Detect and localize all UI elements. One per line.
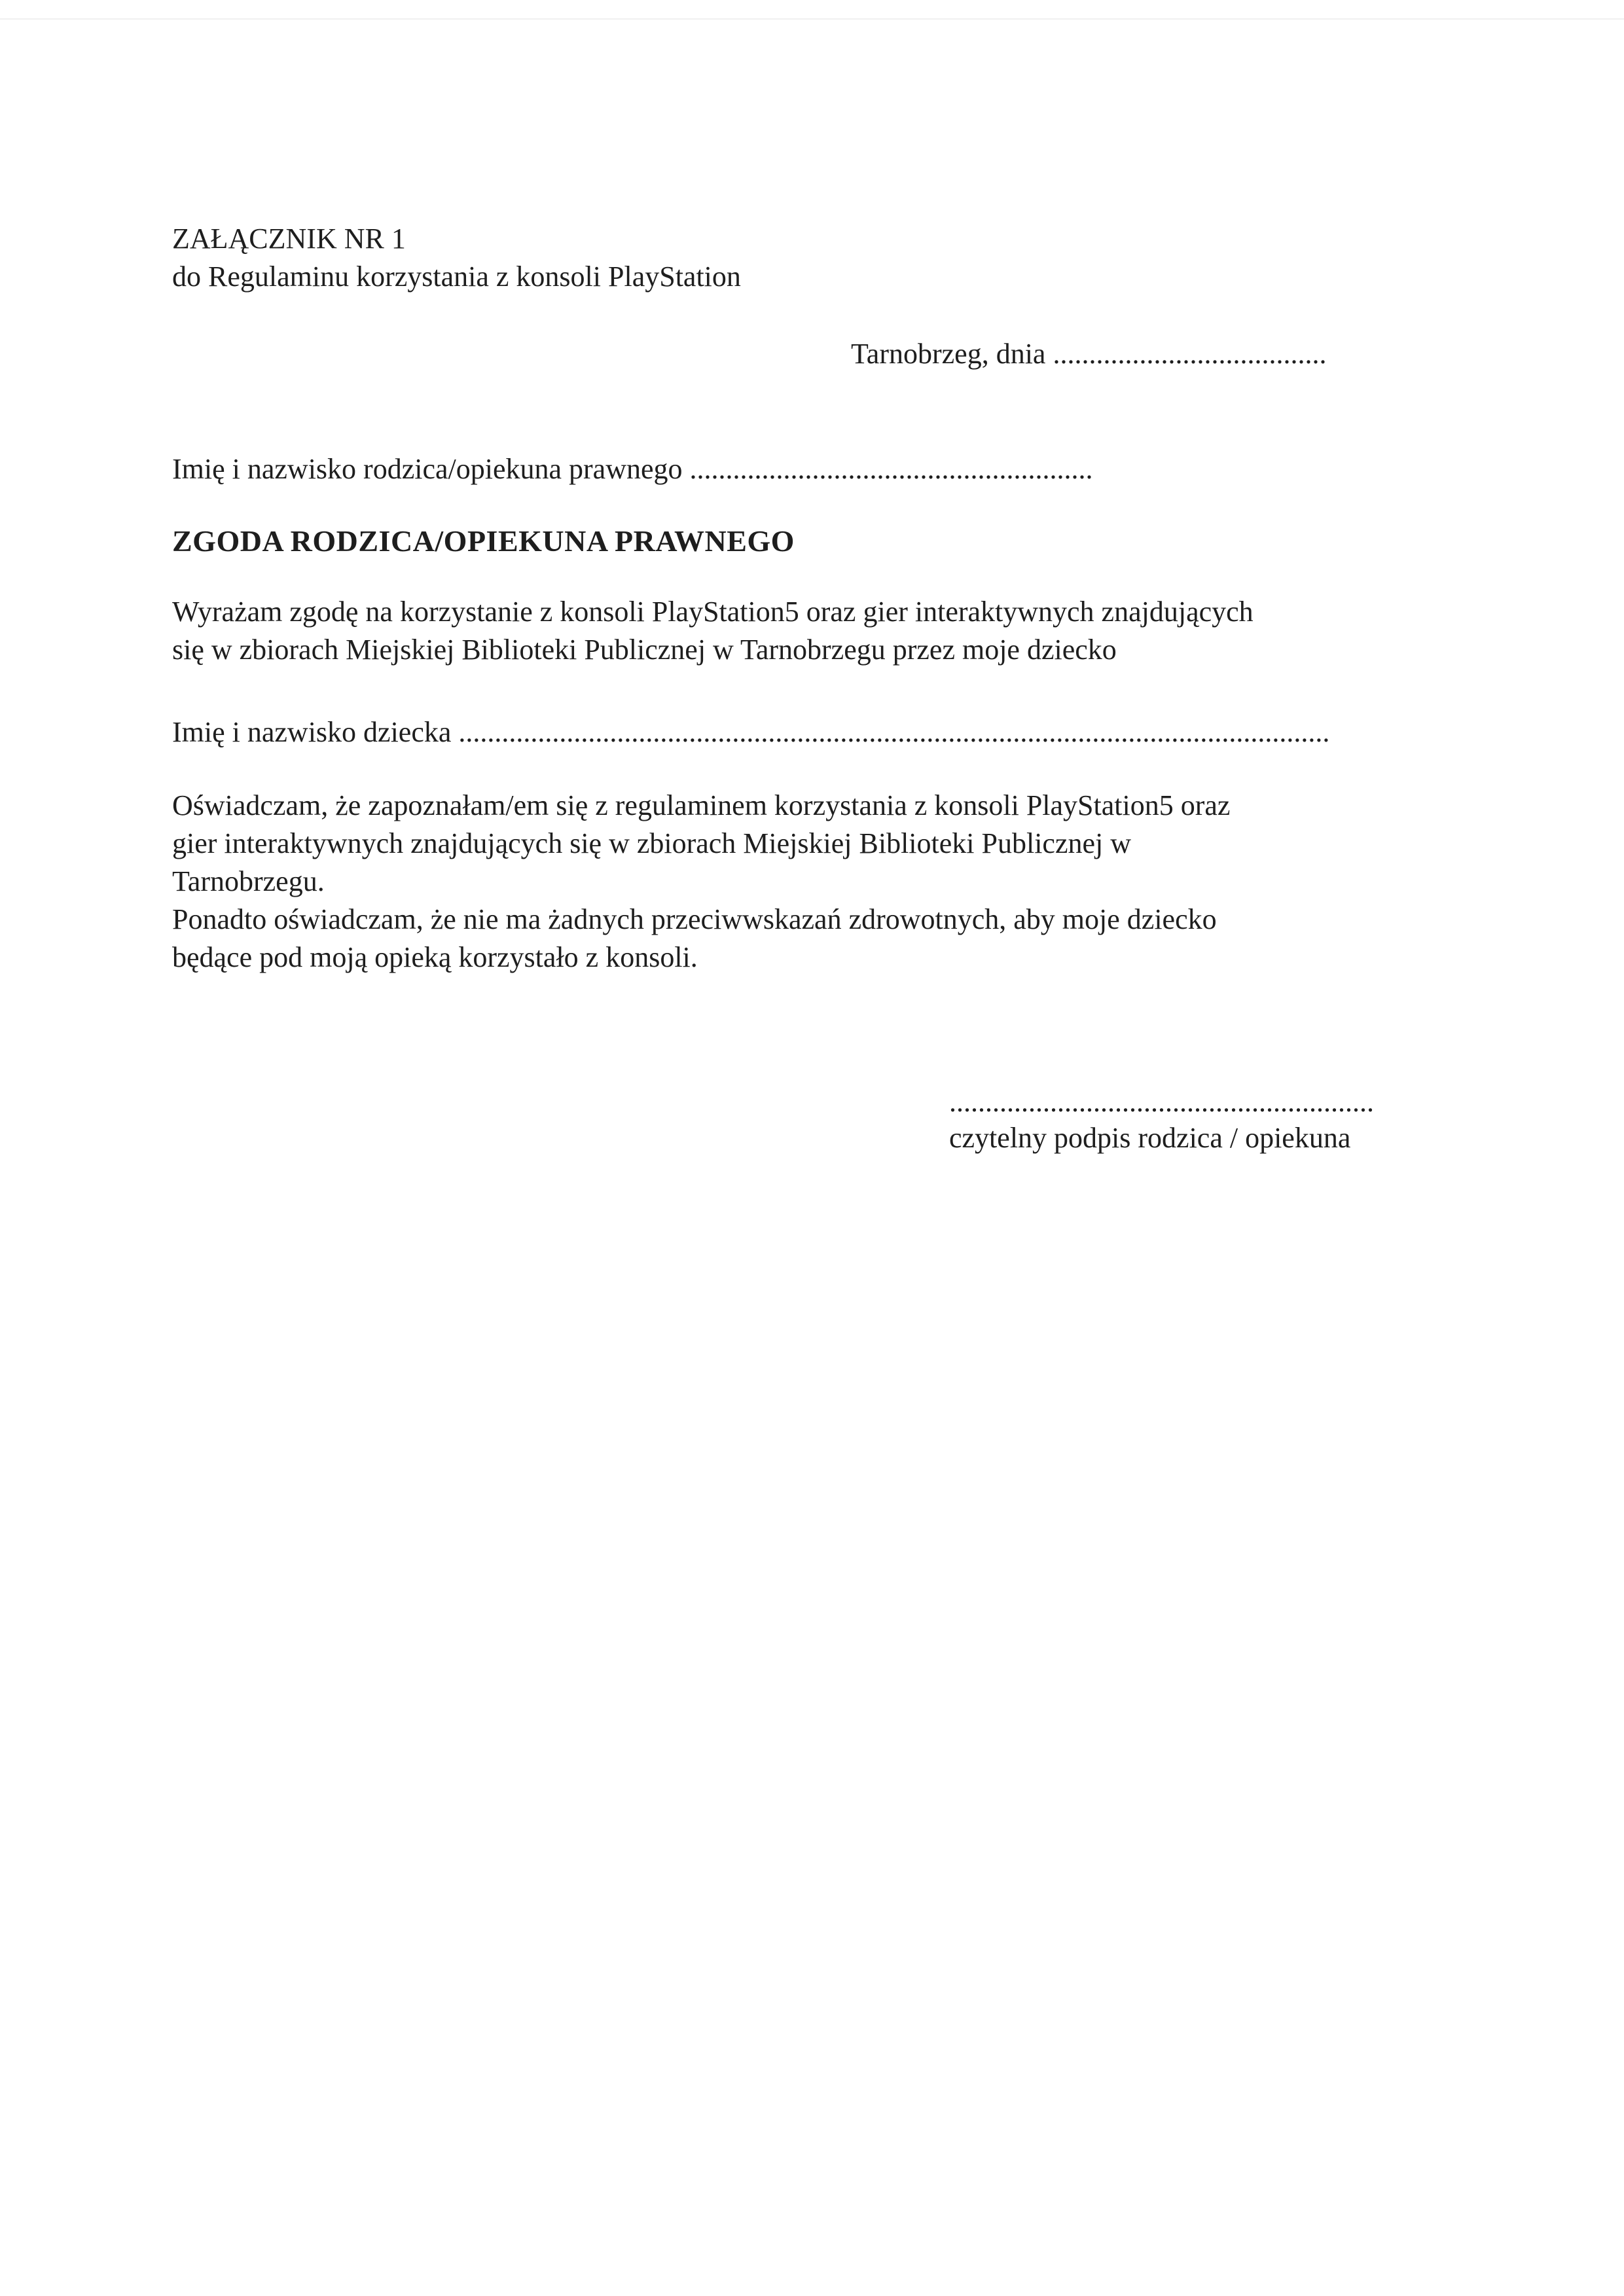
declaration-paragraph <box>172 787 1230 977</box>
annex-header <box>172 220 741 296</box>
child-name-line <box>172 713 1329 751</box>
signature-caption: czytelny podpis rodzica / opiekuna <box>949 1122 1351 1154</box>
consent-statement <box>172 593 1254 669</box>
declaration-line-1: Oświadczam, że zapoznałam/em się z regulaminem korzystania z konsoli PlayStation5 oraz <box>172 789 1231 821</box>
consent-title: ZGODA RODZICA/OPIEKUNA PRAWNEGO <box>172 524 795 558</box>
signature-fill-dots: ........................................................... <box>949 1086 1374 1118</box>
consent-line-2: się w zbiorach Miejskiej Biblioteki Publicznej w Tarnobrzegu przez moje dziecko <box>172 634 1117 666</box>
date-line <box>851 335 1326 373</box>
declaration-line-4: Ponadto oświadczam, że nie ma żadnych przeciwwskazań zdrowotnych, aby moje dziecko <box>172 903 1217 935</box>
declaration-line-5: będące pod moją opieką korzystało z konsoli. <box>172 941 698 973</box>
annex-number: ZAŁĄCZNIK NR 1 <box>172 223 406 255</box>
declaration-line-2: gier interaktywnych znajdujących się w zbiorach Miejskiej Biblioteki Publicznej w <box>172 827 1132 859</box>
consent-line-1: Wyrażam zgodę na korzystanie z konsoli PlayStation5 oraz gier interaktywnych znajdujących <box>172 596 1254 628</box>
date-label: Tarnobrzeg, dnia <box>851 338 1046 370</box>
declaration-line-3: Tarnobrzegu. <box>172 865 325 897</box>
date-fill-dots: ...................................... <box>1053 338 1327 370</box>
child-name-label: Imię i nazwisko dziecka <box>172 716 452 748</box>
annex-subtitle: do Regulaminu korzystania z konsoli PlayStation <box>172 260 741 293</box>
parent-name-fill-dots: ........................................................ <box>689 453 1093 485</box>
scan-edge-line <box>0 18 1624 20</box>
child-name-fill-dots: ......................................................................................................................... <box>458 716 1330 748</box>
parent-name-label: Imię i nazwisko rodzica/opiekuna prawnego <box>172 453 683 485</box>
parent-name-line <box>172 450 1093 488</box>
